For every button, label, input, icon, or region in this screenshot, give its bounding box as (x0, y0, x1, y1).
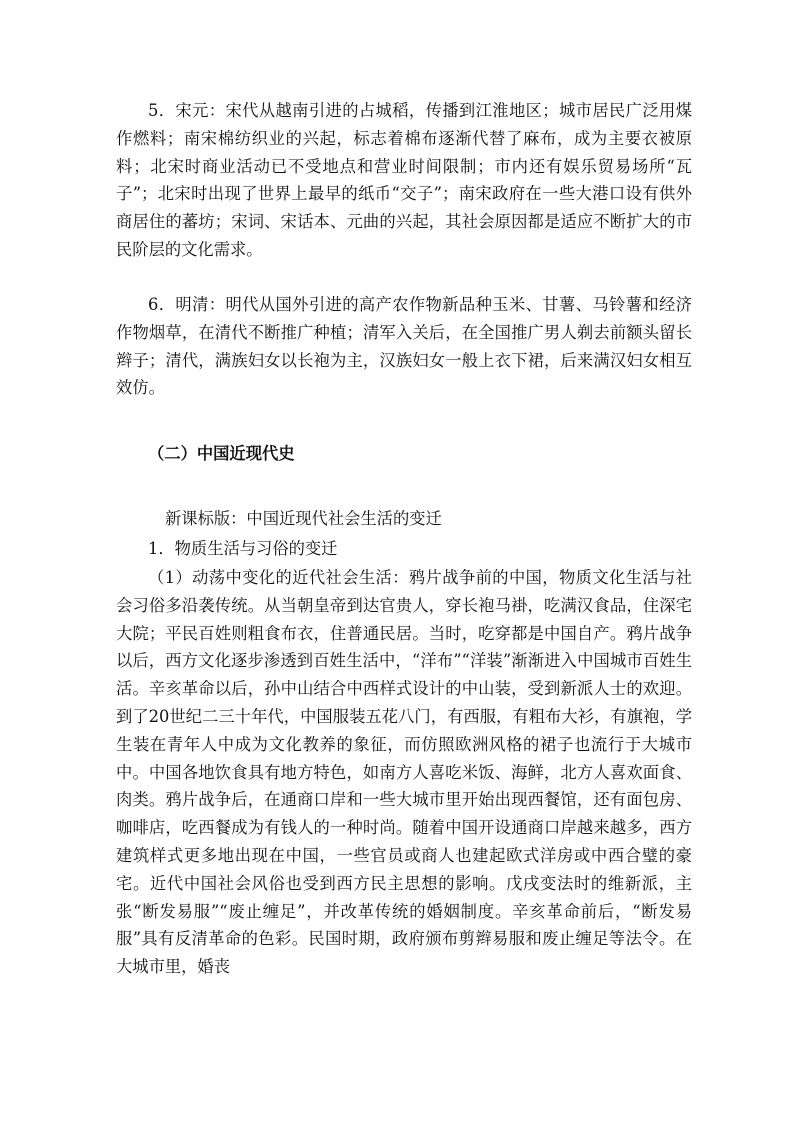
section-heading: （二）中国近现代史 (148, 444, 295, 463)
body-paragraph: （1）动荡中变化的近代社会生活：鸦片战争前的中国，物质文化生活与社会习俗多沿袭传统。从当朝皇帝到达官贵人，穿长袍马褂，吃满汉食品，住深宅大院；平民百姓则粗食布衣，住普通民居。当时，吃穿都是中国自产。鸦片战争以后，西方文化逐步渗透到百姓生活中，“洋布”“洋装”渐渐进入中国城市百姓生活。辛亥革命以后，孙中山结合中西样式设计的中山装，受到新派人士的欢迎。到了20世纪二三十年代，中国服装五花八门，有西服，有粗布大衫，有旗袍，学生装在青年人中成为文化教养的象征，而仿照欧洲风格的裙子也流行于大城市中。中国各地饮食具有地方特色，如南方人喜吃米饭、海鲜，北方人喜欢面食、肉类。鸦片战争后，在通商口岸和一些大城市里开始出现西餐馆，还有面包房、咖啡店，吃西餐成为有钱人的一种时尚。随着中国开设通商口岸越来越多，西方建筑样式更多地出现在中国，一些官员或商人也建起欧式洋房或中西合璧的豪宅。近代中国社会风俗也受到西方民主思想的影响。戊戌变法时的维新派，主张“断发易服”“废止缠足”，并改革传统的婚姻制度。辛亥革命前后，“断发易服”具有反清革命的色彩。民国时期，政府颁布剪辫易服和废止缠足等法令。在大城市里，婚丧 (116, 568, 692, 977)
paragraph-song-yuan: 5．宋元：宋代从越南引进的占城稻，传播到江淮地区；城市居民广泛用煤作燃料；南宋棉纺织业的兴起，标志着棉布逐渐代替了麻布，成为主要衣被原料；北宋时商业活动已不受地点和营业时间限制；市内还有娱乐贸易场所“瓦子”；北宋时出现了世界上最早的纸币“交子”；南宋政府在一些大港口设有供外商居住的蕃坊；宋词、宋话本、元曲的兴起，其社会原因都是适应不断扩大的市民阶层的文化需求。 (116, 101, 692, 259)
curriculum-line: 新课标版：中国近现代社会生活的变迁 (165, 509, 442, 528)
subsection-title: 1．物质生活与习俗的变迁 (148, 539, 338, 558)
paragraph-ming-qing: 6．明清：明代从国外引进的高产农作物新品种玉米、甘薯、马铃薯和经济作物烟草，在清代不断推广种植；清军入关后，在全国推广男人剃去前额头留长辫子；清代，满族妇女以长袍为主，汉族妇女一般上衣下裙，后来满汉妇女相互效仿。 (116, 295, 692, 398)
